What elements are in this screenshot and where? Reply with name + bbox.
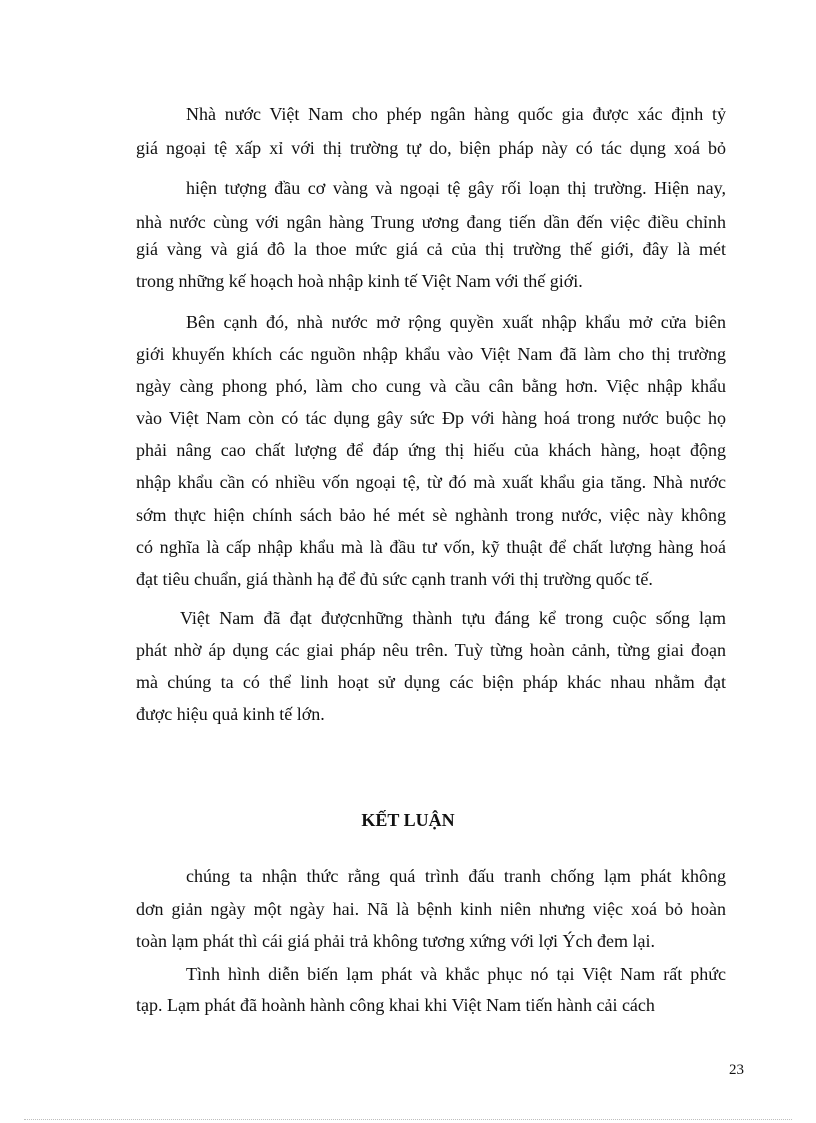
paragraph-3-line-3: ngày càng phong phó, làm cho cung và cầu cân bằng hơn. Việc nhập khẩu: [136, 376, 726, 396]
paragraph-2-line-4: trong những kế hoạch hoà nhập kinh tế Việt Nam với thế giới.: [136, 271, 583, 291]
footer-divider: [24, 1119, 792, 1120]
paragraph-2-line-2: nhà nước cùng với ngân hàng Trung ương đang tiến dần đến việc điều chỉnh: [136, 212, 726, 232]
paragraph-2-line-3: giá vàng và giá đô la thoe mức giá cả của thị trường thế giới, đây là mét: [136, 239, 726, 259]
paragraph-4-line-1: Việt Nam đã đạt đượcnhững thành tựu đáng kể trong cuộc sống lạm: [180, 608, 726, 628]
paragraph-6-line-1: Tình hình diễn biến lạm phát và khắc phục nó tại Việt Nam rất phức: [186, 964, 726, 984]
paragraph-3-line-1: Bên cạnh đó, nhà nước mở rộng quyền xuất nhập khẩu mở cửa biên: [186, 312, 726, 332]
paragraph-3-line-8: có nghĩa là cấp nhập khẩu mà là đầu tư vốn, kỹ thuật để chất lượng hàng hoá: [136, 537, 726, 557]
paragraph-3-line-5: phải nâng cao chất lượng để đáp ứng thị hiếu của khách hàng, hoạt động: [136, 440, 726, 460]
paragraph-5-line-2: dơn giản ngày một ngày hai. Nã là bệnh kinh niên nhưng việc xoá bỏ hoàn: [136, 899, 726, 919]
paragraph-3-line-9: đạt tiêu chuẩn, giá thành hạ để đủ sức cạnh tranh với thị trường quốc tế.: [136, 569, 653, 589]
paragraph-2-line-1: hiện tượng đầu cơ vàng và ngoại tệ gây rối loạn thị trường. Hiện nay,: [186, 178, 726, 198]
paragraph-5-line-3: toàn lạm phát thì cái giá phải trả không tương xứng với lợi Ých đem lại.: [136, 931, 655, 951]
paragraph-6-line-2: tạp. Lạm phát đã hoành hành công khai khi Việt Nam tiến hành cải cách: [136, 995, 655, 1015]
paragraph-4-line-3: mà chúng ta có thể linh hoạt sử dụng các biện pháp khác nhau nhằm đạt: [136, 672, 726, 692]
paragraph-3-line-7: sớm thực hiện chính sách bảo hé mét sè nghành trong nước, việc này không: [136, 505, 726, 525]
paragraph-5-line-1: chúng ta nhận thức rằng quá trình đấu tranh chống lạm phát không: [186, 866, 726, 886]
paragraph-3-line-4: vào Việt Nam còn có tác dụng gây sức Ðp với hàng hoá trong nước buộc họ: [136, 408, 726, 428]
section-heading: KẾT LUẬN: [361, 810, 455, 830]
paragraph-3-line-2: giới khuyến khích các nguồn nhập khẩu vào Việt Nam đã làm cho thị trường: [136, 344, 726, 364]
paragraph-1-line-1: Nhà nước Việt Nam cho phép ngân hàng quốc gia được xác định tỷ: [186, 104, 726, 124]
paragraph-1-line-2: giá ngoại tệ xấp xỉ với thị trường tự do, biện pháp này có tác dụng xoá bỏ: [136, 138, 726, 158]
paragraph-4-line-4: được hiệu quả kinh tế lớn.: [136, 704, 325, 724]
paragraph-4-line-2: phát nhờ áp dụng các giai pháp nêu trên. Tuỳ từng hoàn cảnh, từng giai đoạn: [136, 640, 726, 660]
paragraph-3-line-6: nhập khẩu cần có nhiều vốn ngoại tệ, từ đó mà xuất khẩu gia tăng. Nhà nước: [136, 472, 726, 492]
page-number: 23: [729, 1062, 744, 1078]
